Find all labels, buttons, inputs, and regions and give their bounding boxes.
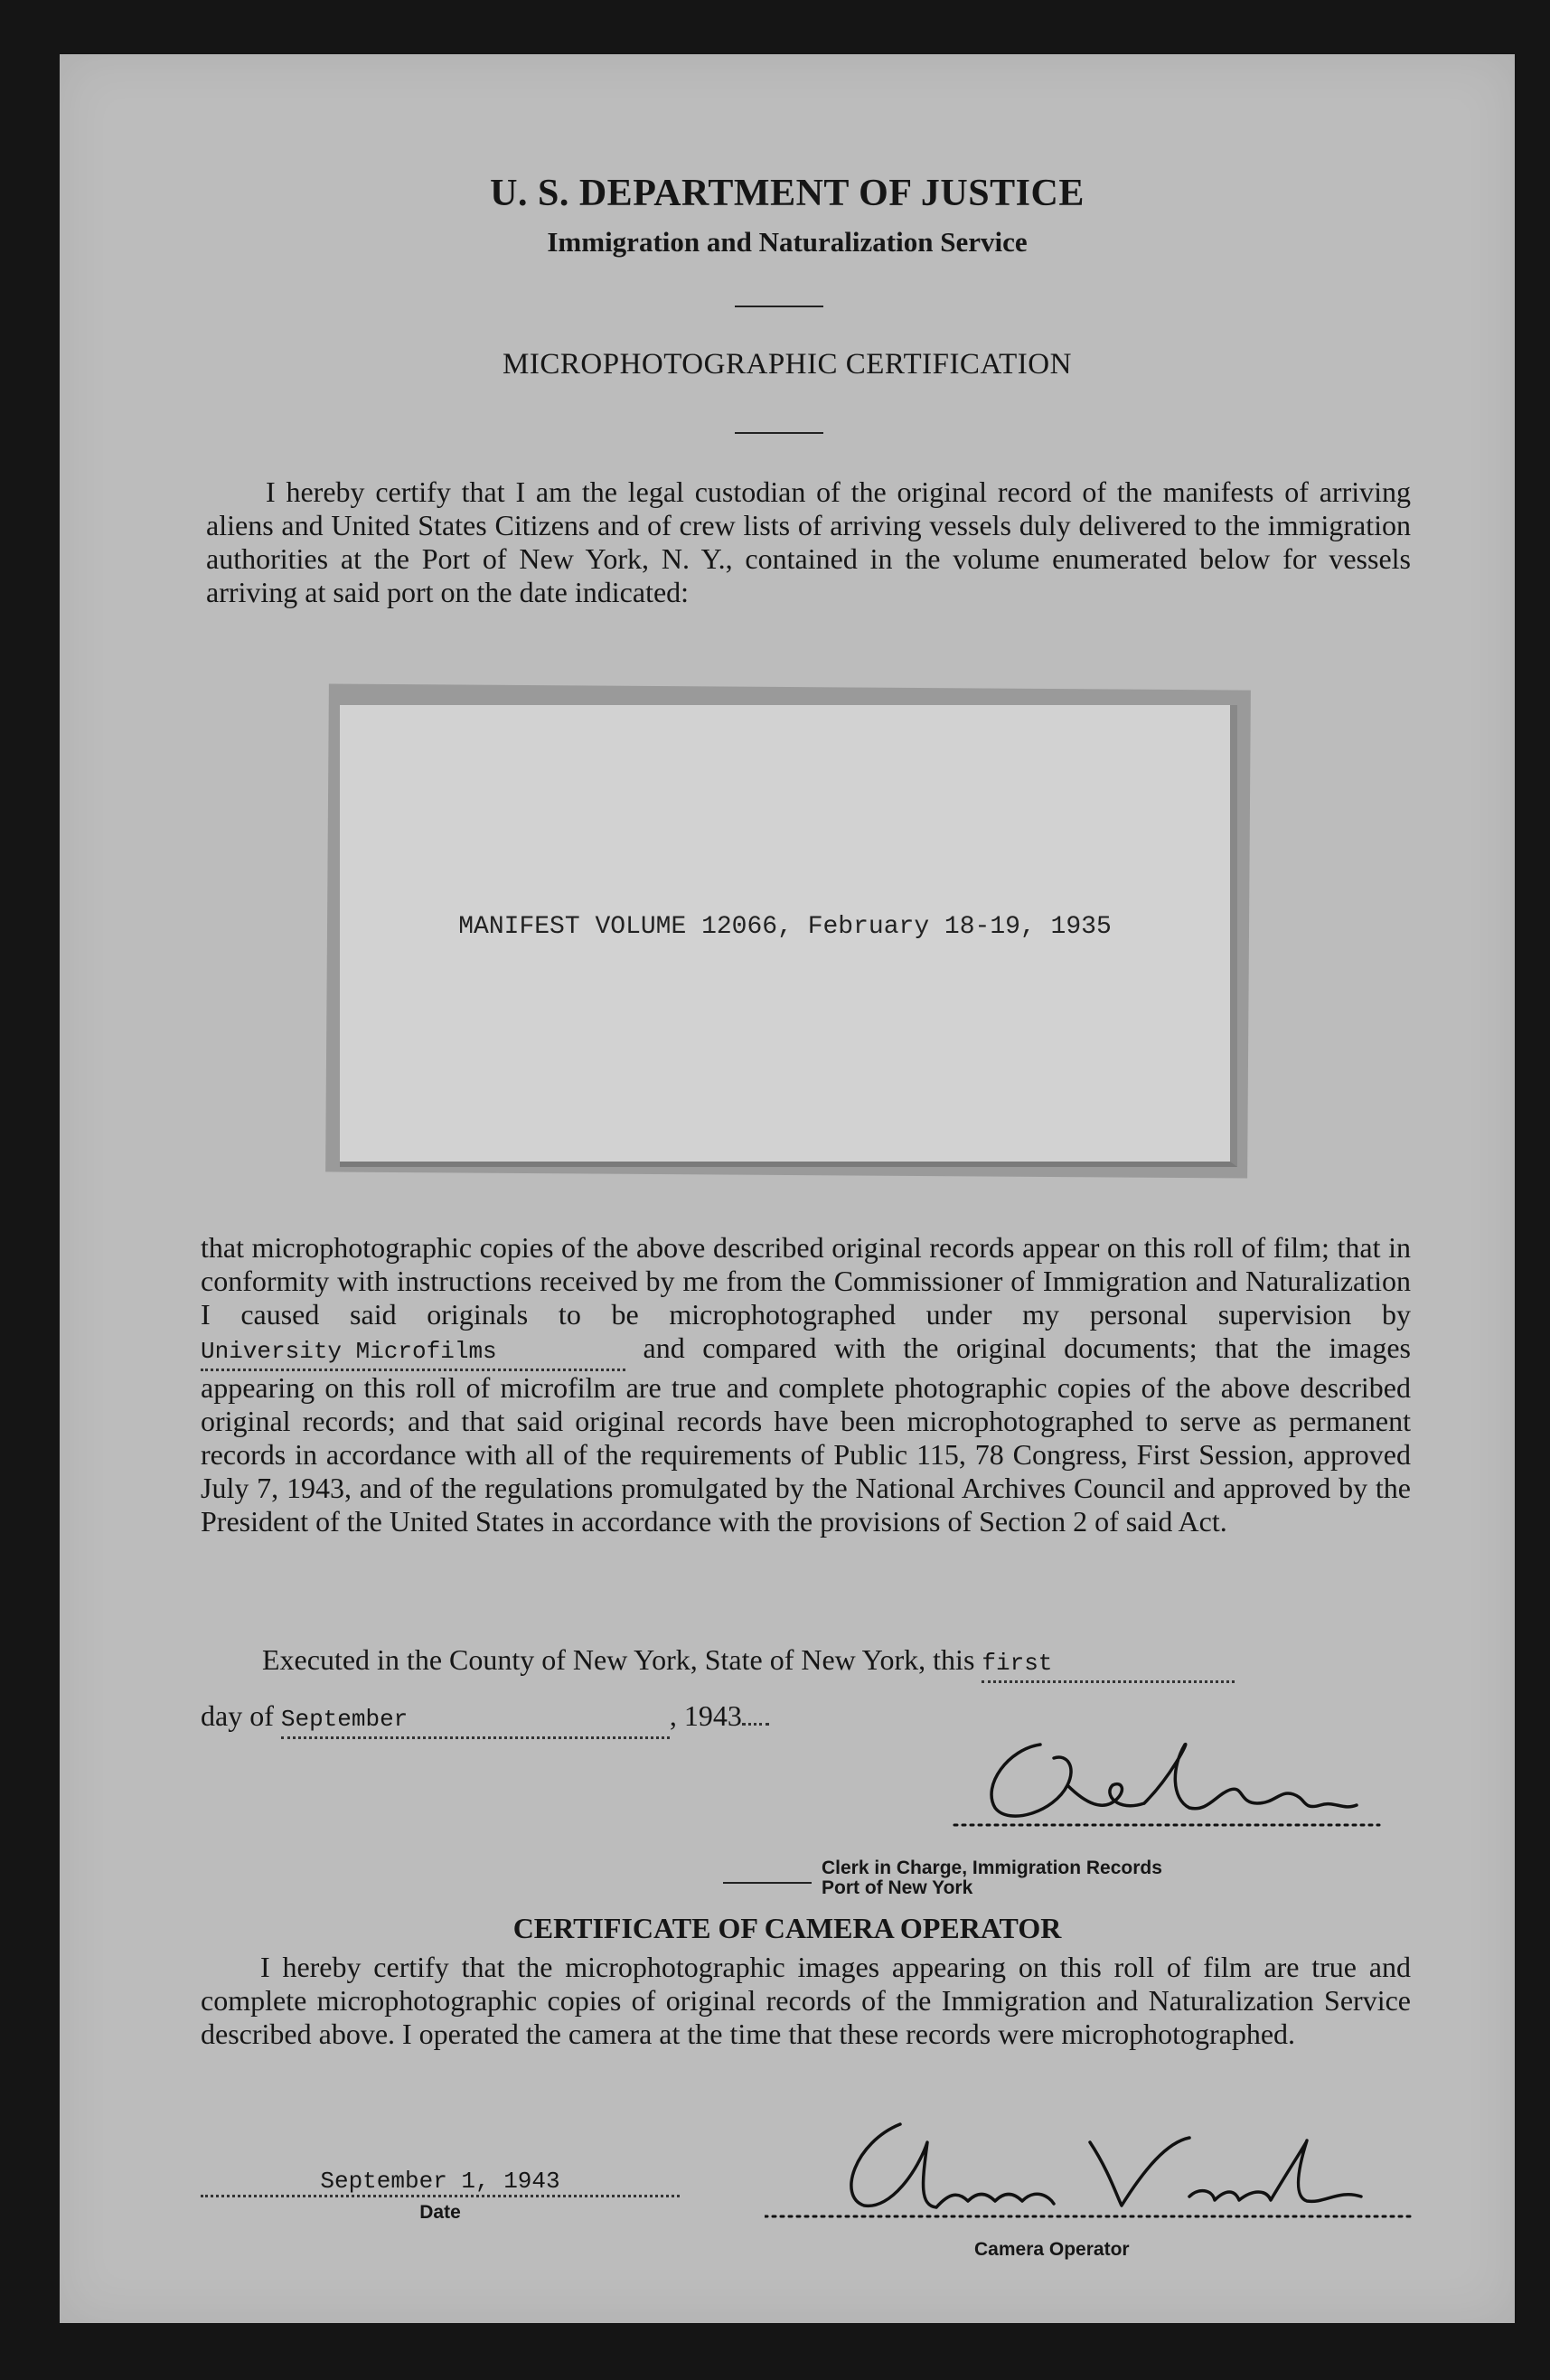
manifest-card-text: MANIFEST VOLUME 12066, February 18-19, 1935 (458, 913, 1112, 941)
intro-paragraph: I hereby certify that I am the legal custodian of the original record of the manifests of arriving aliens and United States Citizens and of crew lists of arriving vessels duly delivered to the immigration authorities at the Port of New York, N. Y., contained in the volume enumerated below for vessels arriving at said port on the date indicated: (206, 475, 1411, 608)
certification-body (201, 1231, 1411, 1538)
body-start-text: that microphotographic copies of the above described original records appear on this roll of film; that in conformity with instructions received by me from the Commissioner of Immigration and Naturalization I caused said originals to be microphotographed under my personal supervision by (201, 1231, 1411, 1331)
executed-line (262, 1643, 1437, 1683)
operator-date: September 1, 1943 (201, 2168, 680, 2197)
supervisor-field: University Microfilms (201, 1335, 625, 1371)
camera-paragraph: I hereby certify that the microphotographic images appearing on this roll of film are true and complete microphotographic copies of original records of the Immigration and Naturalization Service described above. I operated the camera at the time that these records were microphotographed. (201, 1951, 1411, 2050)
manifest-card (340, 705, 1237, 1167)
divider (735, 306, 823, 307)
date-field-block (201, 2168, 680, 2223)
executed-prefix: Executed in the County of New York, State of New York, this (262, 1643, 975, 1676)
clerk-title: Clerk in Charge, Immigration Records Port of New York (822, 1858, 1162, 1898)
clerk-signature (873, 1713, 1406, 1858)
camera-certificate-title: CERTIFICATE OF CAMERA OPERATOR (512, 1912, 1062, 1944)
divider (723, 1882, 812, 1884)
department-heading: U. S. DEPARTMENT OF JUSTICE (490, 173, 1085, 214)
date-label: Date (419, 2202, 461, 2223)
camera-operator-signature (765, 2106, 1415, 2233)
service-subheading: Immigration and Naturalization Service (547, 226, 1028, 258)
divider (735, 432, 823, 434)
month-field: September (281, 1703, 670, 1739)
day-field: first (982, 1647, 1235, 1683)
camera-operator-label: Camera Operator (974, 2239, 1130, 2260)
document-page (60, 54, 1515, 2323)
certification-title: MICROPHOTOGRAPHIC CERTIFICATION (503, 348, 1072, 381)
day-of-label: day of (201, 1699, 274, 1732)
year-text: , 1943 (669, 1699, 742, 1732)
body-end-text: and compared with the original documents; that the images appearing on this roll of microfilm are true and complete photographic copies of the above described original records; and that said original records have been microphotographed to serve as permanent records in accordance with all of the requirements of Public 115, 78 Congress, First Session, approved July 7, 1943, and of the regulations promulgated by the National Archives Council and approved by the President of the United States in accordance with the provisions of Section 2 of said Act. (201, 1331, 1412, 1538)
